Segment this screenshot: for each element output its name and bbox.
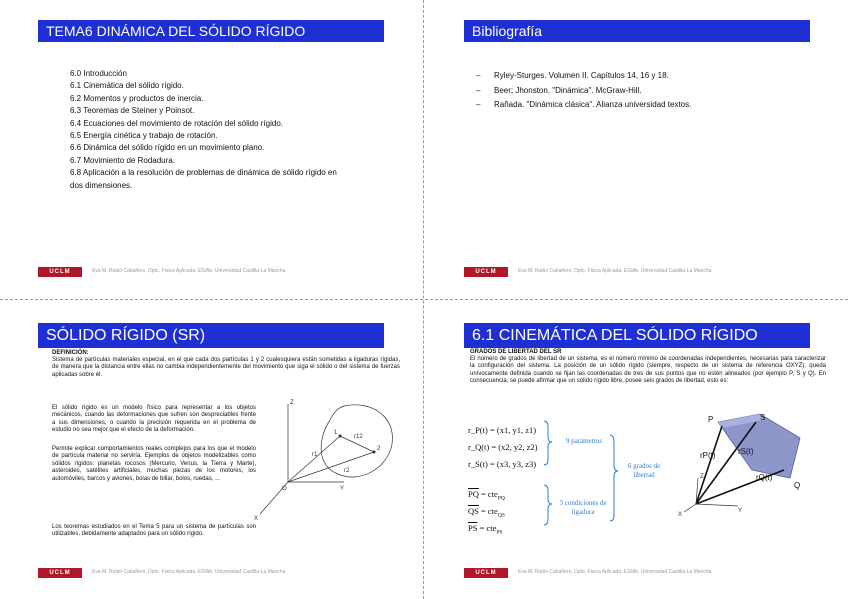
label-S: S	[760, 413, 766, 422]
slide-4	[428, 303, 844, 595]
label-Z: Z	[700, 474, 704, 480]
brace-diagram	[540, 415, 630, 535]
label-r2: r2	[344, 468, 350, 474]
dof-note: 6 grados de libertad	[627, 462, 661, 479]
label-rP: rP(t)	[700, 451, 716, 460]
paragraph-examples: Permite explicar comportamientos reales complejos para los que el modelo de partícula material no serviría. Ejemplos de objetos modelizables como sólidos rígidos: planetas rocosos (Mercurio, Venus, la Tierra y Marte), asteroides, satélites artificiales, muchas piezas de los motores, los automóviles, barcos y aviones, bolas de billar, bolos, ruedas, ...	[52, 446, 256, 482]
rigid-body-3d-diagram	[678, 408, 818, 518]
bibliography-text: Beer; Jhonston. "Dinámica". McGraw-Hill.	[494, 85, 642, 95]
label-Y: Y	[738, 508, 743, 514]
particle-2	[373, 451, 376, 454]
rigid-body-outline	[321, 405, 392, 477]
label-rQ: rQ(t)	[756, 473, 773, 482]
degrees-of-freedom-text: El número de grados de libertad de un sistema, es el número mínimo de coordenadas independientes, necesarias para caracterizar la configuración del sistema. La posición de un sólido rígido (siempre, respecto de un sistema de referencia OXYZ), queda unívocamente definida cuando se fijan las coordenadas de tres de sus puntos que no estén alineados (por ejemplo P, S y Q). En consecuencia, se puede afirmar que un sólido rígido libre, posee seis grados de libertad, esto es:	[470, 356, 826, 385]
formula-rP: r_P(t) = (x1, y1, z1)	[468, 425, 537, 435]
bibliography-item: – Beer; Jhonston. "Dinámica". McGraw-Hill.	[476, 85, 642, 95]
rP-vector	[696, 426, 722, 504]
slide-1	[2, 2, 418, 294]
footer-text: Eva M. Rubio Cabañero, Dpto. Física Aplicada. ESIAb. Universidad Castilla-La Mancha	[518, 268, 712, 274]
particle-1	[339, 435, 342, 438]
slide-footer	[464, 267, 834, 279]
label-point-2: 2	[377, 446, 381, 452]
constraints-note: 3 condiciones de ligadura	[559, 499, 607, 516]
slide-2	[428, 2, 844, 294]
formula-rQ: r_Q(t) = (x2, y2, z2)	[468, 442, 538, 452]
r1-vector	[288, 436, 340, 482]
rigid-body-diagram	[248, 396, 416, 526]
label-X: X	[678, 512, 683, 518]
constraint-PS: $\overline{PS} = cte_{PS}$	[468, 523, 503, 536]
toc-item: 6.2 Momentos y productos de inercia.	[70, 93, 204, 103]
toc-item: 6.7 Movimiento de Rodadura.	[70, 155, 175, 165]
toc-item: 6.3 Teoremas de Steiner y Poinsot.	[70, 106, 195, 116]
slide-title: TEMA6 DINÁMICA DEL SÓLIDO RÍGIDO	[38, 20, 384, 42]
params-note: 9 parámetros	[565, 437, 603, 445]
x-axis	[684, 504, 696, 512]
slide-footer	[464, 568, 834, 580]
label-rS: rS(t)	[738, 447, 754, 456]
paragraph-theorems: Los teoremas estudiados en el Tema 5 para un sistema de partículas son utilizables, debidamente adaptados para un sólido rígido.	[52, 524, 256, 538]
toc-item: 6.6 Dinámica del sólido rígido en un movimiento plano.	[70, 143, 265, 153]
constraint-QS: $\overline{QS} = cte_{QS}$	[468, 506, 505, 519]
footer-text: Eva M. Rubio Cabañero, Dpto. Física Aplicada. ESIAb. Universidad Castilla-La Mancha	[92, 569, 286, 575]
definition-label: DEFINICIÓN:	[52, 350, 89, 356]
label-point-1: 1	[334, 430, 338, 436]
label-x-axis: X	[254, 516, 259, 522]
r2-vector	[288, 452, 374, 482]
bibliography-text: Rañada. "Dinámica clásica". Alianza universidad textos.	[494, 100, 692, 110]
slide-3	[2, 303, 418, 595]
toc-item: 6.4 Ecuaciones del movimiento de rotación del sólido rígido.	[70, 118, 284, 128]
bibliography-item: – Rañada. "Dinámica clásica". Alianza universidad textos.	[476, 100, 692, 110]
bibliography-text: Ryley-Sturges. Volumen II. Capítulos 14, 16 y 18.	[494, 71, 669, 80]
label-r12: r12	[354, 434, 363, 440]
toc-item: 6.0 Introducción	[70, 69, 127, 78]
footer-text: Eva M. Rubio Cabañero, Dpto. Física Aplicada. ESIAb. Universidad Castilla-La Mancha	[518, 569, 712, 575]
label-Q: Q	[794, 481, 801, 490]
university-logo: UCLM	[38, 267, 82, 277]
label-origin: O	[282, 486, 287, 492]
definition-text: Sistema de partículas materiales especial, en el que cada dos partículas 1 y 2 cualesquiera están sometidas a ligaduras rígidas, de manera que la distancia entre ellas no cambia independientemente del movimiento que siga el sólido o del sistema de fuerzas aplicadas sobre él.	[52, 357, 400, 378]
university-logo: UCLM	[464, 568, 508, 578]
label-y-axis: Y	[340, 486, 345, 492]
toc-item: 6.8 Aplicación a la resolución de problemas de dinámica de sólido rígido en dos dimensiones.	[70, 168, 337, 190]
slide-footer	[38, 568, 408, 580]
degrees-of-freedom-label: GRADOS DE LIBERTAD DEL SR	[470, 349, 562, 355]
label-P: P	[708, 415, 714, 424]
formula-rS: r_S(t) = (x3, y3, z3)	[468, 459, 537, 469]
university-logo: UCLM	[464, 267, 508, 277]
paragraph-model: El sólido rígido es un modelo físico para representar a los objetos mecánicos, cuando las deformaciones que sufren son despreciables frente a sus dimensiones, o cuando la precisión requerida en el problema de estudio no sea mejor que el efecto de la deformación.	[52, 405, 256, 434]
label-z-axis: Z	[290, 400, 294, 406]
bibliography-item: – Ryley-Sturges. Volumen II. Capítulos 14, 16 y 18.	[476, 71, 669, 80]
toc-item: 6.5 Energía cinética y trabajo de rotación.	[70, 131, 218, 141]
footer-text: Eva M. Rubio Cabañero, Dpto. Física Aplicada. ESIAb. Universidad Castilla-La Mancha	[92, 268, 286, 274]
label-r1: r1	[312, 452, 318, 458]
horizontal-page-divider	[0, 299, 848, 300]
university-logo: UCLM	[38, 568, 82, 578]
slide-footer	[38, 267, 408, 279]
constraint-PQ: $\overline{PQ} = cte_{PQ}$	[468, 489, 505, 502]
bibliography-list	[476, 69, 816, 113]
slide-title: 6.1 CINEMÁTICA DEL SÓLIDO RÍGIDO	[464, 323, 810, 348]
y-axis	[696, 504, 738, 506]
constraints-brace	[544, 485, 552, 525]
toc-item: 6.1 Cinemática del sólido rígido.	[70, 81, 184, 91]
slide-title: SÓLIDO RÍGIDO (SR)	[38, 323, 384, 348]
table-of-contents	[70, 68, 340, 192]
slide-title: Bibliografía	[464, 20, 810, 42]
params-brace	[544, 421, 552, 465]
